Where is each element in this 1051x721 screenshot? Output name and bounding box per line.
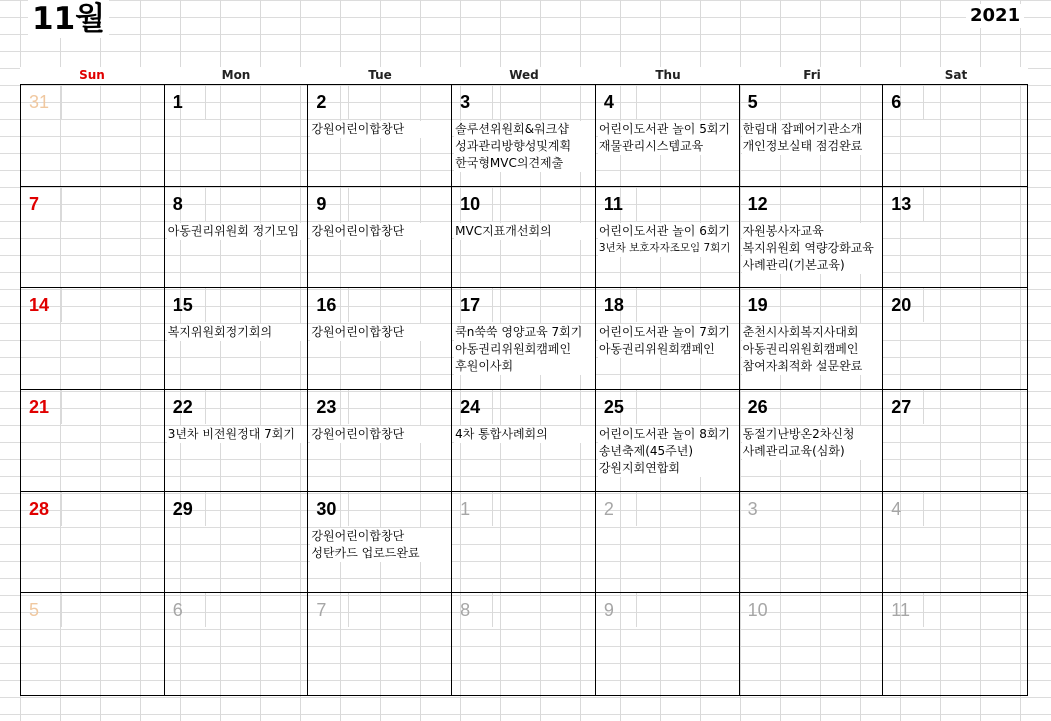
- day-number: 23: [316, 396, 337, 417]
- day-number: 7: [316, 600, 327, 621]
- weekday-sun: Sun: [20, 67, 164, 84]
- day-cell[interactable]: [596, 390, 740, 492]
- event-list: [598, 324, 739, 358]
- event-list: [167, 223, 308, 240]
- calendar-grid: [20, 84, 1028, 696]
- day-number: 6: [891, 92, 902, 112]
- event-list: [598, 223, 739, 257]
- cell-divider: [636, 288, 637, 322]
- cell-divider: [780, 85, 781, 119]
- cell-divider: [61, 593, 62, 627]
- cell-divider: [492, 492, 493, 526]
- day-number: 11: [603, 193, 623, 214]
- event-list: [454, 324, 595, 375]
- day-cell[interactable]: [308, 187, 452, 289]
- event-item[interactable]: 쿡n쑥쑥 영양교육 7회기: [454, 324, 595, 341]
- day-number: 27: [891, 396, 912, 417]
- event-item[interactable]: 어린이도서관 놀이 6회기: [598, 223, 739, 240]
- cell-divider: [348, 288, 349, 322]
- cell-divider: [492, 85, 493, 119]
- weekday-wed: Wed: [452, 67, 596, 84]
- cell-divider: [205, 390, 206, 424]
- day-cell[interactable]: [452, 593, 596, 695]
- weekday-header-row: [20, 67, 1028, 84]
- day-cell[interactable]: [452, 85, 596, 187]
- day-number: 18: [603, 295, 624, 316]
- day-number: 7: [29, 193, 40, 214]
- day-cell[interactable]: [21, 85, 165, 187]
- event-item[interactable]: 성탄카드 업로드완료: [310, 545, 451, 562]
- day-number: 8: [172, 193, 183, 214]
- day-number: 10: [460, 193, 481, 214]
- month-title: 11월: [28, 0, 109, 38]
- day-number: 5: [747, 92, 758, 112]
- cell-divider: [205, 288, 206, 322]
- cell-divider: [205, 187, 206, 221]
- event-item[interactable]: 후원이사회: [454, 358, 595, 375]
- cell-divider: [492, 288, 493, 322]
- cell-divider: [780, 390, 781, 424]
- event-list: [742, 223, 883, 274]
- cell-divider: [61, 492, 62, 526]
- event-item[interactable]: 아동권리위원회캠페인: [598, 341, 739, 358]
- cell-divider: [636, 85, 637, 119]
- day-number: 31: [29, 92, 50, 112]
- event-item[interactable]: 복지위원회 역량강화교육: [742, 240, 883, 257]
- event-item[interactable]: 강원어린이합창단: [310, 528, 451, 545]
- cell-divider: [348, 390, 349, 424]
- cell-divider: [492, 187, 493, 221]
- event-item[interactable]: 사례관리교육(심화): [742, 443, 883, 460]
- day-cell[interactable]: [165, 288, 309, 390]
- day-cell[interactable]: [21, 492, 165, 594]
- event-item[interactable]: 아동권리위원회캠페인: [742, 341, 883, 358]
- event-item[interactable]: 성과관리방향성및계획: [454, 138, 595, 155]
- cell-divider: [348, 593, 349, 627]
- day-number: 1: [460, 498, 471, 519]
- day-cell[interactable]: [883, 187, 1027, 289]
- event-item[interactable]: 동절기난방온2차신청: [742, 426, 883, 443]
- event-item[interactable]: 솔루션위원회&워크샵: [454, 121, 595, 138]
- day-cell[interactable]: [21, 390, 165, 492]
- day-cell[interactable]: [21, 593, 165, 695]
- day-cell[interactable]: [596, 85, 740, 187]
- event-list: [742, 324, 883, 375]
- day-cell[interactable]: [308, 85, 452, 187]
- day-cell[interactable]: [740, 593, 884, 695]
- event-item[interactable]: 3년차 보호자자조모임 7회기: [598, 240, 739, 257]
- day-cell[interactable]: [165, 85, 309, 187]
- event-item[interactable]: 자원봉사자교육: [742, 223, 883, 240]
- cell-divider: [61, 288, 62, 322]
- day-number: 21: [29, 396, 50, 417]
- day-number: 4: [603, 92, 614, 112]
- cell-divider: [636, 187, 637, 221]
- weekday-mon: Mon: [164, 67, 308, 84]
- day-number: 6: [172, 600, 183, 621]
- event-list: [310, 223, 451, 240]
- day-number: 17: [460, 295, 481, 316]
- day-number: 11: [891, 600, 910, 621]
- day-number: 3: [460, 92, 471, 112]
- day-number: 10: [747, 600, 768, 621]
- event-item[interactable]: 강원어린이합창단: [310, 324, 451, 341]
- day-number: 5: [29, 600, 40, 621]
- day-number: 28: [29, 498, 50, 519]
- day-number: 19: [747, 295, 768, 316]
- day-cell[interactable]: [165, 187, 309, 289]
- day-cell[interactable]: [452, 390, 596, 492]
- event-item[interactable]: 어린이도서관 놀이 5회기: [598, 121, 739, 138]
- event-item[interactable]: 사례관리(기본교육): [742, 257, 883, 274]
- event-list: [454, 426, 595, 443]
- event-item[interactable]: 어린이도서관 놀이 7회기: [598, 324, 739, 341]
- event-list: [167, 426, 308, 443]
- day-number: 30: [316, 498, 337, 519]
- weekday-tue: Tue: [308, 67, 452, 84]
- event-item[interactable]: 송년축제(45주년): [598, 443, 739, 460]
- day-number: 9: [603, 600, 614, 621]
- cell-divider: [636, 593, 637, 627]
- day-cell[interactable]: [740, 288, 884, 390]
- day-cell[interactable]: [740, 390, 884, 492]
- cell-divider: [636, 390, 637, 424]
- cell-divider: [492, 593, 493, 627]
- event-list: [742, 426, 883, 460]
- cell-divider: [923, 492, 924, 526]
- day-number: 22: [172, 396, 193, 417]
- day-cell[interactable]: [21, 187, 165, 289]
- day-cell[interactable]: [452, 288, 596, 390]
- event-item[interactable]: 3년차 비전원정대 7회기: [167, 426, 308, 443]
- event-list: [454, 223, 595, 240]
- cell-divider: [205, 85, 206, 119]
- day-cell[interactable]: [308, 288, 452, 390]
- day-number: 26: [747, 396, 768, 417]
- day-cell[interactable]: [596, 187, 740, 289]
- day-number: 14: [29, 295, 50, 316]
- cell-divider: [348, 492, 349, 526]
- day-cell[interactable]: [21, 288, 165, 390]
- cell-divider: [780, 187, 781, 221]
- day-cell[interactable]: [596, 593, 740, 695]
- cell-divider: [61, 187, 62, 221]
- day-cell[interactable]: [596, 492, 740, 594]
- year-label: 2021: [966, 4, 1024, 28]
- day-number: 25: [603, 396, 624, 417]
- cell-divider: [923, 390, 924, 424]
- day-number: 20: [891, 295, 912, 316]
- cell-divider: [923, 593, 924, 627]
- cell-divider: [61, 390, 62, 424]
- weekday-thu: Thu: [596, 67, 740, 84]
- day-cell[interactable]: [883, 288, 1027, 390]
- weekday-sat: Sat: [884, 67, 1028, 84]
- cell-divider: [205, 593, 206, 627]
- day-cell[interactable]: [740, 187, 884, 289]
- cell-divider: [923, 85, 924, 119]
- event-item[interactable]: 춘천시사회복지사대회: [742, 324, 883, 341]
- event-item[interactable]: 참여자최적화 설문완료: [742, 358, 883, 375]
- event-item[interactable]: 강원어린이합창단: [310, 121, 451, 138]
- day-number: 16: [316, 295, 337, 316]
- day-number: 2: [603, 498, 614, 519]
- day-number: 2: [316, 92, 327, 112]
- day-cell[interactable]: [883, 593, 1027, 695]
- event-list: [742, 121, 883, 155]
- event-item[interactable]: 4차 통합사례회의: [454, 426, 595, 443]
- cell-divider: [780, 492, 781, 526]
- event-item[interactable]: 아동권리위원회캠페인: [454, 341, 595, 358]
- event-item[interactable]: 어린이도서관 놀이 8회기: [598, 426, 739, 443]
- day-cell[interactable]: [883, 492, 1027, 594]
- event-item[interactable]: 강원지회연합회: [598, 460, 739, 477]
- day-number: 29: [172, 498, 193, 519]
- event-item[interactable]: 개인정보실태 점검완료: [742, 138, 883, 155]
- event-item[interactable]: 강원어린이합창단: [310, 426, 451, 443]
- day-cell[interactable]: [596, 288, 740, 390]
- cell-divider: [780, 593, 781, 627]
- cell-divider: [636, 492, 637, 526]
- event-item[interactable]: 강원어린이합창단: [310, 223, 451, 240]
- day-number: 4: [891, 498, 902, 519]
- day-number: 13: [891, 193, 912, 214]
- event-list: [310, 528, 451, 562]
- day-cell[interactable]: [165, 492, 309, 594]
- event-item[interactable]: 재물관리시스템교육: [598, 138, 739, 155]
- event-item[interactable]: MVC지표개선회의: [454, 223, 595, 240]
- day-cell[interactable]: [308, 390, 452, 492]
- day-cell[interactable]: [308, 492, 452, 594]
- event-list: [310, 121, 451, 138]
- day-number: 15: [172, 295, 193, 316]
- event-list: [310, 324, 451, 341]
- event-item[interactable]: 한국형MVC의견제출: [454, 155, 595, 172]
- event-list: [598, 426, 739, 477]
- day-cell[interactable]: [452, 492, 596, 594]
- cell-divider: [61, 85, 62, 119]
- day-number: 8: [460, 600, 471, 621]
- event-list: [598, 121, 739, 155]
- cell-divider: [348, 187, 349, 221]
- day-number: 24: [460, 396, 481, 417]
- event-item[interactable]: 복지위원회정기회의: [167, 324, 308, 341]
- weekday-fri: Fri: [740, 67, 884, 84]
- event-list: [167, 324, 308, 341]
- day-cell[interactable]: [883, 85, 1027, 187]
- cell-divider: [780, 288, 781, 322]
- day-number: 1: [172, 92, 183, 112]
- cell-divider: [348, 85, 349, 119]
- event-item[interactable]: 한림대 잡페어기관소개: [742, 121, 883, 138]
- event-list: [310, 426, 451, 443]
- day-cell[interactable]: [308, 593, 452, 695]
- day-cell[interactable]: [883, 390, 1027, 492]
- event-item[interactable]: 아동권리위원회 정기모임: [167, 223, 308, 240]
- day-number: 3: [747, 498, 758, 519]
- cell-divider: [205, 492, 206, 526]
- day-cell[interactable]: [165, 390, 309, 492]
- cell-divider: [492, 390, 493, 424]
- day-cell[interactable]: [165, 593, 309, 695]
- day-number: 12: [747, 193, 768, 214]
- event-list: [454, 121, 595, 172]
- day-cell[interactable]: [740, 85, 884, 187]
- cell-divider: [923, 187, 924, 221]
- day-cell[interactable]: [740, 492, 884, 594]
- day-number: 9: [316, 193, 327, 214]
- day-cell[interactable]: [452, 187, 596, 289]
- cell-divider: [923, 288, 924, 322]
